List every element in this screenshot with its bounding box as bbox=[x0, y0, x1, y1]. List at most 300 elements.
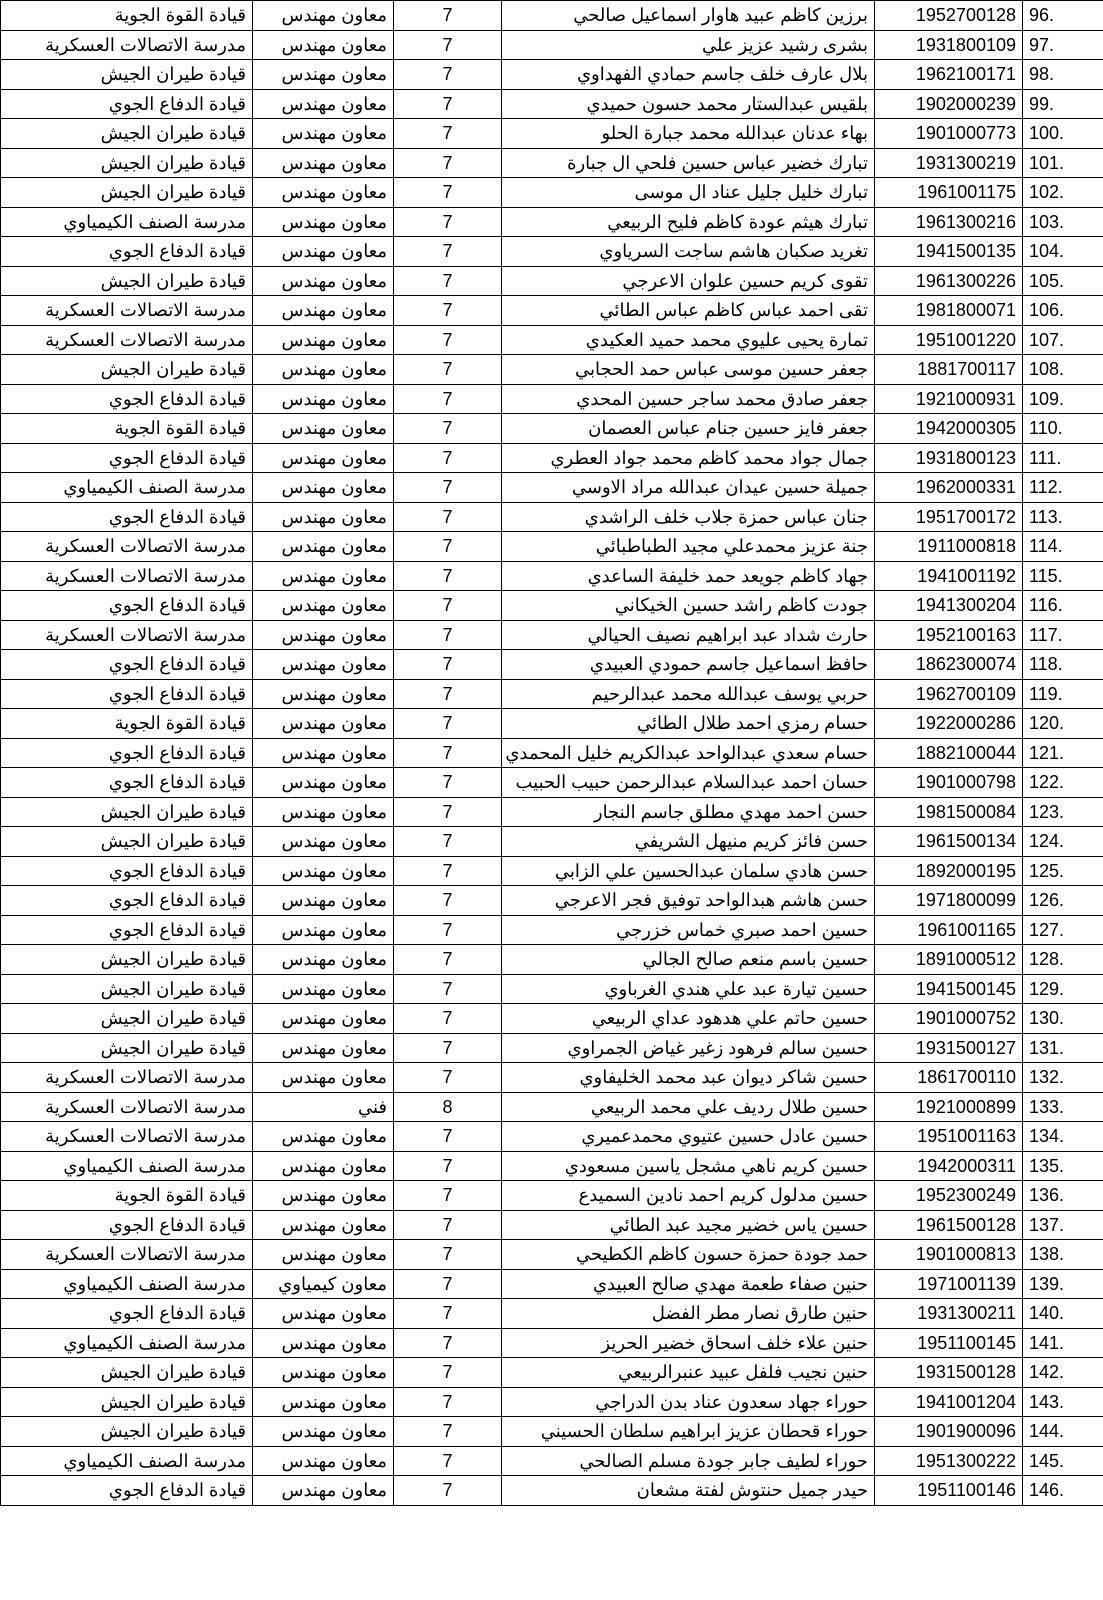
grade-cell: 7 bbox=[394, 915, 502, 945]
employee-id-cell: 1891000512 bbox=[875, 945, 1023, 975]
table-row bbox=[1, 1181, 1103, 1211]
employee-id-cell: 1882100044 bbox=[875, 738, 1023, 768]
full-name-cell: حسين باسم منعم صالح الجالي bbox=[502, 945, 875, 975]
grade-cell: 7 bbox=[394, 797, 502, 827]
unit-cell: مدرسة الاتصالات العسكرية bbox=[1, 1122, 253, 1152]
table-row bbox=[1, 915, 1103, 945]
full-name-cell: جنان عباس حمزة جلاب خلف الراشدي bbox=[502, 502, 875, 532]
table-row bbox=[1, 620, 1103, 650]
full-name-cell: حنين علاء خلف اسحاق خضير الحريز bbox=[502, 1328, 875, 1358]
table-row bbox=[1, 266, 1103, 296]
unit-cell: قيادة القوة الجوية bbox=[1, 709, 253, 739]
table-row bbox=[1, 1240, 1103, 1270]
grade-cell: 7 bbox=[394, 1269, 502, 1299]
employee-id-cell: 1931500127 bbox=[875, 1033, 1023, 1063]
grade-cell: 7 bbox=[394, 30, 502, 60]
job-title-cell: معاون مهندس bbox=[253, 443, 394, 473]
unit-cell: قيادة طيران الجيش bbox=[1, 945, 253, 975]
job-title-cell: معاون مهندس bbox=[253, 89, 394, 119]
row-number-cell: 146. bbox=[1023, 1476, 1103, 1506]
unit-cell: قيادة الدفاع الجوي bbox=[1, 591, 253, 621]
row-number-cell: 106. bbox=[1023, 296, 1103, 326]
row-number-cell: 129. bbox=[1023, 974, 1103, 1004]
table-row bbox=[1, 886, 1103, 916]
grade-cell: 7 bbox=[394, 60, 502, 90]
unit-cell: مدرسة الصنف الكيمياوي bbox=[1, 1151, 253, 1181]
row-number-cell: 109. bbox=[1023, 384, 1103, 414]
table-row bbox=[1, 1387, 1103, 1417]
table-row bbox=[1, 856, 1103, 886]
unit-cell: قيادة الدفاع الجوي bbox=[1, 650, 253, 680]
full-name-cell: حسن هاشم هبدالواحد توفيق فجر الاعرجي bbox=[502, 886, 875, 916]
employee-id-cell: 1941300204 bbox=[875, 591, 1023, 621]
table-row bbox=[1, 768, 1103, 798]
row-number-cell: 120. bbox=[1023, 709, 1103, 739]
table-row bbox=[1, 1, 1103, 31]
table-row bbox=[1, 296, 1103, 326]
employee-id-cell: 1971001139 bbox=[875, 1269, 1023, 1299]
grade-cell: 7 bbox=[394, 1417, 502, 1447]
row-number-cell: 136. bbox=[1023, 1181, 1103, 1211]
employee-id-cell: 1942000305 bbox=[875, 414, 1023, 444]
grade-cell: 7 bbox=[394, 443, 502, 473]
grade-cell: 7 bbox=[394, 532, 502, 562]
row-number-cell: 113. bbox=[1023, 502, 1103, 532]
table-row bbox=[1, 473, 1103, 503]
table-row bbox=[1, 207, 1103, 237]
unit-cell: قيادة طيران الجيش bbox=[1, 178, 253, 208]
row-number-cell: 96. bbox=[1023, 1, 1103, 31]
employee-id-cell: 1941500135 bbox=[875, 237, 1023, 267]
full-name-cell: بهاء عدنان عبدالله محمد جبارة الحلو bbox=[502, 119, 875, 149]
row-number-cell: 116. bbox=[1023, 591, 1103, 621]
job-title-cell: معاون مهندس bbox=[253, 1328, 394, 1358]
unit-cell: قيادة الدفاع الجوي bbox=[1, 856, 253, 886]
row-number-cell: 108. bbox=[1023, 355, 1103, 385]
employee-id-cell: 1901000773 bbox=[875, 119, 1023, 149]
row-number-cell: 133. bbox=[1023, 1092, 1103, 1122]
employee-id-cell: 1931300211 bbox=[875, 1299, 1023, 1329]
job-title-cell: معاون مهندس bbox=[253, 1181, 394, 1211]
full-name-cell: حنين صفاء طعمة مهدي صالح العبيدي bbox=[502, 1269, 875, 1299]
table-row bbox=[1, 443, 1103, 473]
unit-cell: مدرسة الصنف الكيمياوي bbox=[1, 473, 253, 503]
job-title-cell: معاون مهندس bbox=[253, 502, 394, 532]
row-number-cell: 103. bbox=[1023, 207, 1103, 237]
grade-cell: 7 bbox=[394, 856, 502, 886]
grade-cell: 7 bbox=[394, 1033, 502, 1063]
job-title-cell: معاون مهندس bbox=[253, 1240, 394, 1270]
table-row bbox=[1, 974, 1103, 1004]
grade-cell: 7 bbox=[394, 561, 502, 591]
row-number-cell: 135. bbox=[1023, 1151, 1103, 1181]
table-row bbox=[1, 1358, 1103, 1388]
grade-cell: 7 bbox=[394, 1328, 502, 1358]
row-number-cell: 110. bbox=[1023, 414, 1103, 444]
unit-cell: قيادة الدفاع الجوي bbox=[1, 738, 253, 768]
job-title-cell: معاون مهندس bbox=[253, 414, 394, 444]
full-name-cell: حنين نجيب فلفل عبيد عنبرالربيعي bbox=[502, 1358, 875, 1388]
grade-cell: 7 bbox=[394, 1004, 502, 1034]
grade-cell: 7 bbox=[394, 384, 502, 414]
table-row bbox=[1, 148, 1103, 178]
full-name-cell: جعفر صادق محمد ساجر حسين المحدي bbox=[502, 384, 875, 414]
employee-id-cell: 1961001165 bbox=[875, 915, 1023, 945]
grade-cell: 7 bbox=[394, 886, 502, 916]
full-name-cell: تبارك خضير عباس حسين فلحي ال جبارة bbox=[502, 148, 875, 178]
job-title-cell: معاون مهندس bbox=[253, 1387, 394, 1417]
full-name-cell: جعفر حسين موسى عباس حمد الحجابي bbox=[502, 355, 875, 385]
job-title-cell: فني bbox=[253, 1092, 394, 1122]
job-title-cell: معاون مهندس bbox=[253, 620, 394, 650]
full-name-cell: جميلة حسين عيدان عبدالله مراد الاوسي bbox=[502, 473, 875, 503]
row-number-cell: 119. bbox=[1023, 679, 1103, 709]
table-row bbox=[1, 1328, 1103, 1358]
row-number-cell: 123. bbox=[1023, 797, 1103, 827]
row-number-cell: 122. bbox=[1023, 768, 1103, 798]
employee-id-cell: 1952300249 bbox=[875, 1181, 1023, 1211]
employee-id-cell: 1941001192 bbox=[875, 561, 1023, 591]
unit-cell: مدرسة الاتصالات العسكرية bbox=[1, 620, 253, 650]
grade-cell: 7 bbox=[394, 237, 502, 267]
unit-cell: قيادة طيران الجيش bbox=[1, 148, 253, 178]
row-number-cell: 141. bbox=[1023, 1328, 1103, 1358]
row-number-cell: 104. bbox=[1023, 237, 1103, 267]
job-title-cell: معاون مهندس bbox=[253, 384, 394, 414]
unit-cell: قيادة الدفاع الجوي bbox=[1, 237, 253, 267]
unit-cell: قيادة طيران الجيش bbox=[1, 266, 253, 296]
full-name-cell: تغريد صكبان هاشم ساجت السرياوي bbox=[502, 237, 875, 267]
table-row bbox=[1, 1299, 1103, 1329]
unit-cell: قيادة القوة الجوية bbox=[1, 414, 253, 444]
employee-id-cell: 1951001163 bbox=[875, 1122, 1023, 1152]
employee-id-cell: 1961300226 bbox=[875, 266, 1023, 296]
full-name-cell: حسام رمزي احمد طلال الطائي bbox=[502, 709, 875, 739]
job-title-cell: معاون مهندس bbox=[253, 1446, 394, 1476]
job-title-cell: معاون مهندس bbox=[253, 709, 394, 739]
table-row bbox=[1, 797, 1103, 827]
grade-cell: 7 bbox=[394, 650, 502, 680]
unit-cell: قيادة طيران الجيش bbox=[1, 1387, 253, 1417]
table-row bbox=[1, 414, 1103, 444]
row-number-cell: 97. bbox=[1023, 30, 1103, 60]
job-title-cell: معاون مهندس bbox=[253, 237, 394, 267]
full-name-cell: حربي يوسف عبدالله محمد عبدالرحيم bbox=[502, 679, 875, 709]
job-title-cell: معاون مهندس bbox=[253, 178, 394, 208]
employee-id-cell: 1951100146 bbox=[875, 1476, 1023, 1506]
row-number-cell: 105. bbox=[1023, 266, 1103, 296]
table-row bbox=[1, 1417, 1103, 1447]
full-name-cell: جهاد كاظم جويعد حمد خليفة الساعدي bbox=[502, 561, 875, 591]
table-row bbox=[1, 945, 1103, 975]
row-number-cell: 112. bbox=[1023, 473, 1103, 503]
grade-cell: 7 bbox=[394, 738, 502, 768]
job-title-cell: معاون مهندس bbox=[253, 473, 394, 503]
employee-id-cell: 1962700109 bbox=[875, 679, 1023, 709]
job-title-cell: معاون مهندس bbox=[253, 768, 394, 798]
table-row bbox=[1, 591, 1103, 621]
grade-cell: 7 bbox=[394, 1240, 502, 1270]
full-name-cell: تبارك هيثم عودة كاظم فليح الربيعي bbox=[502, 207, 875, 237]
table-row bbox=[1, 30, 1103, 60]
row-number-cell: 118. bbox=[1023, 650, 1103, 680]
table-row bbox=[1, 1476, 1103, 1506]
table-row bbox=[1, 119, 1103, 149]
unit-cell: قيادة الدفاع الجوي bbox=[1, 443, 253, 473]
employee-id-cell: 1951001220 bbox=[875, 325, 1023, 355]
job-title-cell: معاون مهندس bbox=[253, 1358, 394, 1388]
unit-cell: قيادة الدفاع الجوي bbox=[1, 915, 253, 945]
job-title-cell: معاون مهندس bbox=[253, 561, 394, 591]
row-number-cell: 101. bbox=[1023, 148, 1103, 178]
job-title-cell: معاون مهندس bbox=[253, 30, 394, 60]
table-row bbox=[1, 1269, 1103, 1299]
row-number-cell: 126. bbox=[1023, 886, 1103, 916]
full-name-cell: بلال عارف خلف جاسم حمادي الفهداوي bbox=[502, 60, 875, 90]
job-title-cell: معاون مهندس bbox=[253, 1151, 394, 1181]
job-title-cell: معاون مهندس bbox=[253, 325, 394, 355]
full-name-cell: حسام سعدي عبدالواحد عبدالكريم خليل المحمدي bbox=[502, 738, 875, 768]
unit-cell: قيادة الدفاع الجوي bbox=[1, 502, 253, 532]
unit-cell: مدرسة الصنف الكيمياوي bbox=[1, 1446, 253, 1476]
full-name-cell: حسين عادل حسين عتيوي محمدعميري bbox=[502, 1122, 875, 1152]
full-name-cell: جودت كاظم راشد حسين الخيكاني bbox=[502, 591, 875, 621]
row-number-cell: 138. bbox=[1023, 1240, 1103, 1270]
full-name-cell: حسن احمد مهدي مطلق جاسم النجار bbox=[502, 797, 875, 827]
grade-cell: 7 bbox=[394, 502, 502, 532]
grade-cell: 7 bbox=[394, 1063, 502, 1093]
job-title-cell: معاون مهندس bbox=[253, 915, 394, 945]
employee-id-cell: 1971800099 bbox=[875, 886, 1023, 916]
grade-cell: 7 bbox=[394, 679, 502, 709]
unit-cell: قيادة الدفاع الجوي bbox=[1, 1210, 253, 1240]
unit-cell: مدرسة الصنف الكيمياوي bbox=[1, 207, 253, 237]
grade-cell: 7 bbox=[394, 473, 502, 503]
full-name-cell: حارث شداد عبد ابراهيم نصيف الحيالي bbox=[502, 620, 875, 650]
unit-cell: مدرسة الاتصالات العسكرية bbox=[1, 1240, 253, 1270]
employee-id-cell: 1941500145 bbox=[875, 974, 1023, 1004]
unit-cell: مدرسة الاتصالات العسكرية bbox=[1, 561, 253, 591]
unit-cell: مدرسة الاتصالات العسكرية bbox=[1, 532, 253, 562]
job-title-cell: معاون مهندس bbox=[253, 1033, 394, 1063]
job-title-cell: معاون مهندس bbox=[253, 679, 394, 709]
job-title-cell: معاون مهندس bbox=[253, 591, 394, 621]
table-body bbox=[1, 1, 1103, 1506]
full-name-cell: حسين مدلول كريم احمد نادين السميدع bbox=[502, 1181, 875, 1211]
row-number-cell: 130. bbox=[1023, 1004, 1103, 1034]
employee-id-cell: 1931300219 bbox=[875, 148, 1023, 178]
job-title-cell: معاون مهندس bbox=[253, 1476, 394, 1506]
job-title-cell: معاون مهندس bbox=[253, 945, 394, 975]
employee-id-cell: 1862300074 bbox=[875, 650, 1023, 680]
job-title-cell: معاون مهندس bbox=[253, 1, 394, 31]
grade-cell: 7 bbox=[394, 296, 502, 326]
row-number-cell: 143. bbox=[1023, 1387, 1103, 1417]
grade-cell: 8 bbox=[394, 1092, 502, 1122]
table-row bbox=[1, 1033, 1103, 1063]
job-title-cell: معاون مهندس bbox=[253, 1122, 394, 1152]
full-name-cell: حسين سالم فرهود زغير غياض الجمراوي bbox=[502, 1033, 875, 1063]
grade-cell: 7 bbox=[394, 1446, 502, 1476]
unit-cell: مدرسة الاتصالات العسكرية bbox=[1, 1063, 253, 1093]
employee-id-cell: 1951300222 bbox=[875, 1446, 1023, 1476]
full-name-cell: حوراء قحطان عزيز ابراهيم سلطان الحسيني bbox=[502, 1417, 875, 1447]
job-title-cell: معاون مهندس bbox=[253, 1004, 394, 1034]
unit-cell: قيادة القوة الجوية bbox=[1, 1181, 253, 1211]
employee-id-cell: 1952700128 bbox=[875, 1, 1023, 31]
grade-cell: 7 bbox=[394, 325, 502, 355]
grade-cell: 7 bbox=[394, 709, 502, 739]
full-name-cell: جمال جواد محمد كاظم محمد جواد العطري bbox=[502, 443, 875, 473]
unit-cell: قيادة القوة الجوية bbox=[1, 1, 253, 31]
employee-id-cell: 1961001175 bbox=[875, 178, 1023, 208]
unit-cell: قيادة طيران الجيش bbox=[1, 355, 253, 385]
employee-id-cell: 1941001204 bbox=[875, 1387, 1023, 1417]
grade-cell: 7 bbox=[394, 1122, 502, 1152]
job-title-cell: معاون مهندس bbox=[253, 738, 394, 768]
unit-cell: قيادة الدفاع الجوي bbox=[1, 1476, 253, 1506]
row-number-cell: 140. bbox=[1023, 1299, 1103, 1329]
job-title-cell: معاون مهندس bbox=[253, 1210, 394, 1240]
row-number-cell: 145. bbox=[1023, 1446, 1103, 1476]
full-name-cell: حسان احمد عبدالسلام عبدالرحمن حبيب الحبيب bbox=[502, 768, 875, 798]
table-row bbox=[1, 178, 1103, 208]
grade-cell: 7 bbox=[394, 148, 502, 178]
unit-cell: قيادة الدفاع الجوي bbox=[1, 1299, 253, 1329]
employee-id-cell: 1931800109 bbox=[875, 30, 1023, 60]
grade-cell: 7 bbox=[394, 1181, 502, 1211]
employee-id-cell: 1911000818 bbox=[875, 532, 1023, 562]
row-number-cell: 111. bbox=[1023, 443, 1103, 473]
row-number-cell: 134. bbox=[1023, 1122, 1103, 1152]
grade-cell: 7 bbox=[394, 266, 502, 296]
grade-cell: 7 bbox=[394, 1358, 502, 1388]
unit-cell: مدرسة الصنف الكيمياوي bbox=[1, 1269, 253, 1299]
unit-cell: قيادة طيران الجيش bbox=[1, 974, 253, 1004]
job-title-cell: معاون مهندس bbox=[253, 886, 394, 916]
unit-cell: قيادة طيران الجيش bbox=[1, 1358, 253, 1388]
full-name-cell: حيدر جميل حنتوش لفتة مشعان bbox=[502, 1476, 875, 1506]
employee-id-cell: 1921000899 bbox=[875, 1092, 1023, 1122]
grade-cell: 7 bbox=[394, 1210, 502, 1240]
full-name-cell: حسين احمد صبري خماس خزرجي bbox=[502, 915, 875, 945]
employee-id-cell: 1981800071 bbox=[875, 296, 1023, 326]
employee-id-cell: 1962000331 bbox=[875, 473, 1023, 503]
full-name-cell: بلقيس عبدالستار محمد حسون حميدي bbox=[502, 89, 875, 119]
full-name-cell: حوراء لطيف جابر جودة مسلم الصالحي bbox=[502, 1446, 875, 1476]
grade-cell: 7 bbox=[394, 768, 502, 798]
table-row bbox=[1, 738, 1103, 768]
job-title-cell: معاون مهندس bbox=[253, 532, 394, 562]
unit-cell: مدرسة الاتصالات العسكرية bbox=[1, 1092, 253, 1122]
table-row bbox=[1, 355, 1103, 385]
employee-id-cell: 1901900096 bbox=[875, 1417, 1023, 1447]
grade-cell: 7 bbox=[394, 1151, 502, 1181]
employee-id-cell: 1951700172 bbox=[875, 502, 1023, 532]
unit-cell: قيادة طيران الجيش bbox=[1, 1004, 253, 1034]
job-title-cell: معاون مهندس bbox=[253, 60, 394, 90]
table-row bbox=[1, 679, 1103, 709]
employee-id-cell: 1901000752 bbox=[875, 1004, 1023, 1034]
job-title-cell: معاون مهندس bbox=[253, 355, 394, 385]
job-title-cell: معاون مهندس bbox=[253, 856, 394, 886]
table-row bbox=[1, 561, 1103, 591]
table-row bbox=[1, 89, 1103, 119]
table-row bbox=[1, 1151, 1103, 1181]
row-number-cell: 128. bbox=[1023, 945, 1103, 975]
employee-id-cell: 1901000813 bbox=[875, 1240, 1023, 1270]
employee-id-cell: 1861700110 bbox=[875, 1063, 1023, 1093]
row-number-cell: 139. bbox=[1023, 1269, 1103, 1299]
table-row bbox=[1, 650, 1103, 680]
table-row bbox=[1, 1092, 1103, 1122]
job-title-cell: معاون مهندس bbox=[253, 148, 394, 178]
full-name-cell: تقى احمد عباس كاظم عباس الطائي bbox=[502, 296, 875, 326]
table-row bbox=[1, 1446, 1103, 1476]
row-number-cell: 137. bbox=[1023, 1210, 1103, 1240]
unit-cell: مدرسة الاتصالات العسكرية bbox=[1, 30, 253, 60]
unit-cell: قيادة الدفاع الجوي bbox=[1, 384, 253, 414]
grade-cell: 7 bbox=[394, 591, 502, 621]
grade-cell: 7 bbox=[394, 974, 502, 1004]
unit-cell: قيادة طيران الجيش bbox=[1, 119, 253, 149]
full-name-cell: جعفر فايز حسين جنام عباس العصمان bbox=[502, 414, 875, 444]
row-number-cell: 98. bbox=[1023, 60, 1103, 90]
table-row bbox=[1, 384, 1103, 414]
employee-id-cell: 1892000195 bbox=[875, 856, 1023, 886]
row-number-cell: 132. bbox=[1023, 1063, 1103, 1093]
row-number-cell: 100. bbox=[1023, 119, 1103, 149]
row-number-cell: 107. bbox=[1023, 325, 1103, 355]
employee-id-cell: 1921000931 bbox=[875, 384, 1023, 414]
table-row bbox=[1, 325, 1103, 355]
employee-id-cell: 1961500134 bbox=[875, 827, 1023, 857]
unit-cell: قيادة طيران الجيش bbox=[1, 1417, 253, 1447]
row-number-cell: 125. bbox=[1023, 856, 1103, 886]
unit-cell: قيادة الدفاع الجوي bbox=[1, 679, 253, 709]
employee-id-cell: 1922000286 bbox=[875, 709, 1023, 739]
job-title-cell: معاون مهندس bbox=[253, 974, 394, 1004]
table-row bbox=[1, 60, 1103, 90]
table-row bbox=[1, 709, 1103, 739]
grade-cell: 7 bbox=[394, 355, 502, 385]
job-title-cell: معاون مهندس bbox=[253, 797, 394, 827]
employee-id-cell: 1951100145 bbox=[875, 1328, 1023, 1358]
unit-cell: قيادة الدفاع الجوي bbox=[1, 89, 253, 119]
employee-id-cell: 1902000239 bbox=[875, 89, 1023, 119]
employee-id-cell: 1961500128 bbox=[875, 1210, 1023, 1240]
job-title-cell: معاون مهندس bbox=[253, 266, 394, 296]
row-number-cell: 117. bbox=[1023, 620, 1103, 650]
full-name-cell: حسن فائز كريم منيهل الشريفي bbox=[502, 827, 875, 857]
unit-cell: قيادة الدفاع الجوي bbox=[1, 768, 253, 798]
row-number-cell: 144. bbox=[1023, 1417, 1103, 1447]
full-name-cell: حوراء جهاد سعدون عناد بدن الدراجي bbox=[502, 1387, 875, 1417]
full-name-cell: حسين حاتم علي هدهود عداي الربيعي bbox=[502, 1004, 875, 1034]
grade-cell: 7 bbox=[394, 620, 502, 650]
unit-cell: قيادة طيران الجيش bbox=[1, 797, 253, 827]
unit-cell: قيادة طيران الجيش bbox=[1, 1033, 253, 1063]
employee-id-cell: 1981500084 bbox=[875, 797, 1023, 827]
unit-cell: قيادة الدفاع الجوي bbox=[1, 886, 253, 916]
grade-cell: 7 bbox=[394, 827, 502, 857]
full-name-cell: تمارة يحيى عليوي محمد حميد العكيدي bbox=[502, 325, 875, 355]
unit-cell: مدرسة الاتصالات العسكرية bbox=[1, 325, 253, 355]
row-number-cell: 99. bbox=[1023, 89, 1103, 119]
row-number-cell: 142. bbox=[1023, 1358, 1103, 1388]
full-name-cell: حمد جودة حمزة حسون كاظم الكطيحي bbox=[502, 1240, 875, 1270]
employee-id-cell: 1931800123 bbox=[875, 443, 1023, 473]
